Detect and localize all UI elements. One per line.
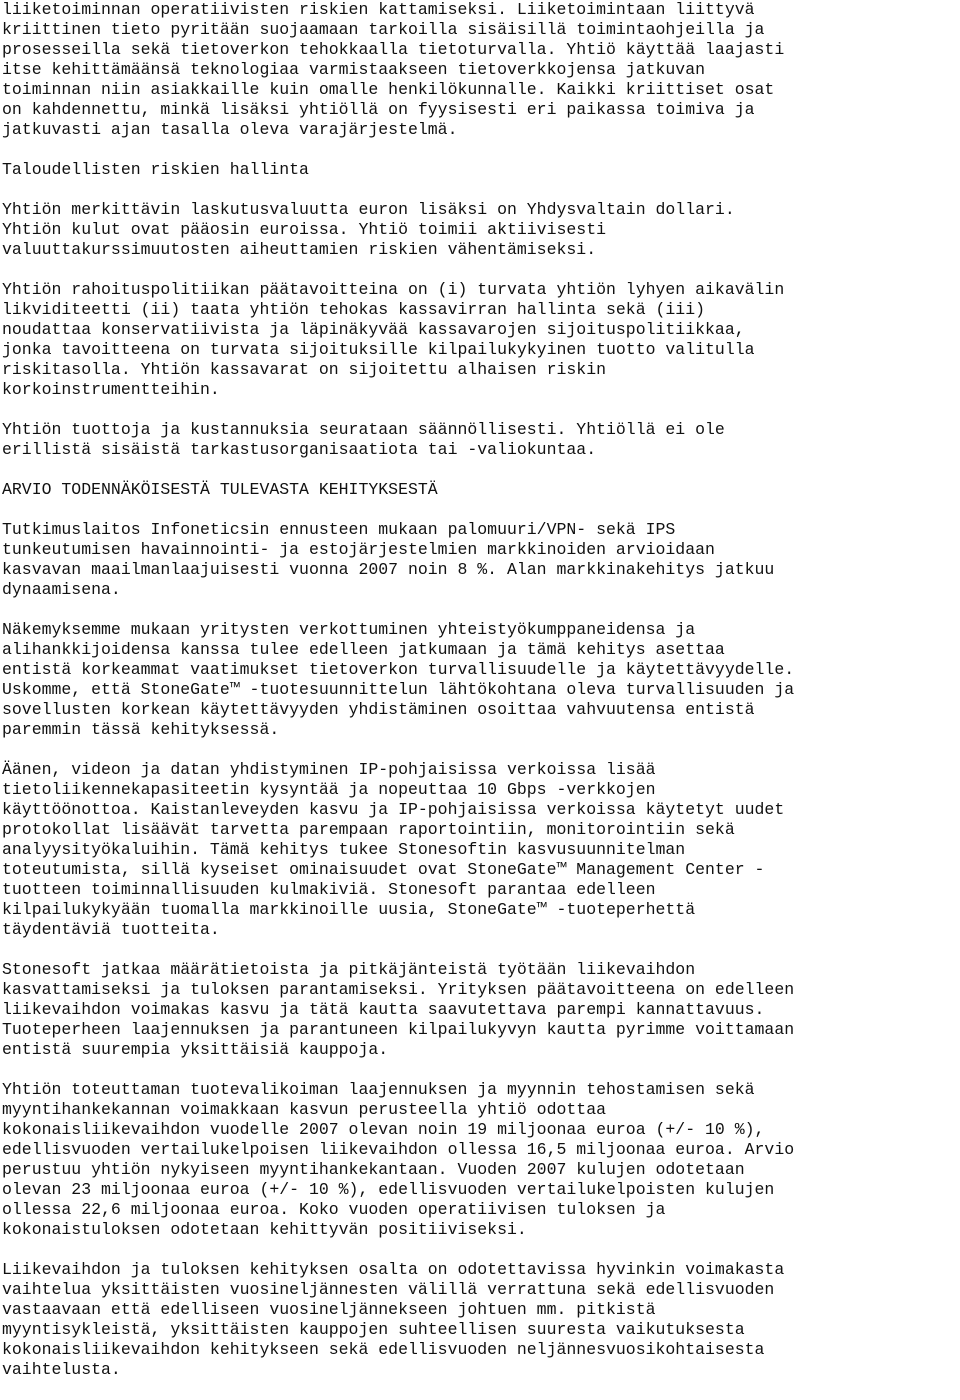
paragraph-networking: Näkemyksemme mukaan yritysten verkottuminen yhteistyökumppaneidensa ja alihankkijoidensa kanssa tulee edelleen jatkumaan ja tämä kehitys asettaa entistä korkeammat vaatimukset tietoverkon turvallisuudelle ja käytettävyydelle. Uskomme, että StoneGate™ -tuotesuunnittelun lähtökohtana oleva turvallisuuden ja sovellusten korkean käytettävyyden yhdistäminen osoittaa vahvuutensa entistä paremmin tässä kehityksessä. [2,620,795,739]
heading-outlook: ARVIO TODENNÄKÖISESTÄ TULEVASTA KEHITYKSESTÄ [2,480,438,499]
paragraph-market-forecast: Tutkimuslaitos Infoneticsin ennusteen mukaan palomuuri/VPN- sekä IPS tunkeutumisen havainnointi- ja estojärjestelmien markkinoiden arvioidaan kasvavan maailmanlaajuisesti vuonna 2007 noin 8 %. Alan markkinakehitys jatkuu dynaamisena. [2,520,775,599]
paragraph-internal-audit: Yhtiön tuottoja ja kustannuksia seurataan säännöllisesti. Yhtiöllä ei ole erillistä sisäistä tarkastusorganisaatiota tai -valiokuntaa. [2,420,725,459]
paragraph-operational-risk: liiketoiminnan operatiivisten riskien kattamiseksi. Liiketoimintaan liittyvä kriittinen tieto pyritään suojaamaan tarkoilla sisäisillä toimintaohjeilla ja prosesseilla sekä tietoverkon tehokkaalla tietoturvalla. Yhtiö käyttää laajasti itse kehittämäänsä teknologiaa varmistaakseen tietoverkkojensa jatkuvan toiminnan niin asiakkaille kuin omalle henkilökunnalle. Kaikki kriittiset osat on kahdennettu, minkä lisäksi yhtiöllä on fyysisesti eri paikassa toimiva ja jatkuvasti ajan tasalla oleva varajärjestelmä. [2,0,785,139]
paragraph-quarterly-variation: Liikevaihdon ja tuloksen kehityksen osalta on odotettavissa hyvinkin voimakasta vaihtelua yksittäisten vuosineljännesten välillä verrattuna sekä edellisvuoden vastaavaan että edelliseen vuosineljännekseen johtuen mm. pitkistä myyntisykleistä, yksittäisten kauppojen suhteellisen suuresta vaikutuksesta kokonaisliikevaihdon kehitykseen sekä edellisvuoden neljännesvuosikohtaisesta vaihtelusta. [2,1260,785,1379]
paragraph-currency: Yhtiön merkittävin laskutusvaluutta euron lisäksi on Yhdysvaltain dollari. Yhtiön kulut ovat pääosin euroissa. Yhtiö toimii aktiivisesti valuuttakurssimuutosten aiheuttamien riskien vähentämiseksi. [2,200,735,259]
document-page [2,0,958,1400]
paragraph-ip-convergence: Äänen, videon ja datan yhdistyminen IP-pohjaisissa verkoissa lisää tietoliikennekapasiteetin kysyntää ja nopeuttaa 10 Gbps -verkkojen käyttöönottoa. Kaistanleveyden kasvu ja IP-pohjaisissa verkoissa käytetyt uudet protokollat lisäävät tarvetta parempaan raportointiin, monitorointiin sekä analyysityökaluihin. Tämä kehitys tukee Stonesoftin kasvusuunnitelman toteutumista, sillä kyseiset ominaisuudet ovat StoneGate™ Management Center - tuotteen toiminnallisuuden kulmakiviä. Stonesoft parantaa edelleen kilpailukykyään tuomalla markkinoille uusia, StoneGate™ -tuoteperhettä täydentäviä tuotteita. [2,760,785,939]
paragraph-guidance: Yhtiön toteuttaman tuotevalikoiman laajennuksen ja myynnin tehostamisen sekä myyntihankekannan voimakkaan kasvun perusteella yhtiö odottaa kokonaisliikevaihdon vuodelle 2007 olevan noin 19 miljoonaa euroa (+/- 10 %), edellisvuoden vertailukelpoisen liikevaihdon ollessa 16,5 miljoonaa euroa. Arvio perustuu yhtiön nykyiseen myyntihankekantaan. Vuoden 2007 kulujen odotetaan olevan 23 miljoonaa euroa (+/- 10 %), edellisvuoden vertailukelpoisten kulujen ollessa 22,6 miljoonaa euroa. Koko vuoden operatiivisen tuloksen ja kokonaistuloksen odotetaan kehittyvän positiiviseksi. [2,1080,795,1239]
paragraph-funding-policy: Yhtiön rahoituspolitiikan päätavoitteina on (i) turvata yhtiön lyhyen aikavälin likviditeetti (ii) taata yhtiön tehokas kassavirran hallinta sekä (iii) noudattaa konservatiivista ja läpinäkyvää kassavarojen sijoituspolitiikkaa, jonka tavoitteena on turvata sijoituksille kilpailukykyinen tuotto valitulla riskitasolla. Yhtiön kassavarat on sijoitettu alhaisen riskin korkoinstrumentteihin. [2,280,785,399]
paragraph-growth-goals: Stonesoft jatkaa määrätietoista ja pitkäjänteistä työtään liikevaihdon kasvattamiseksi ja tuloksen parantamiseksi. Yrityksen päätavoitteena on edelleen liikevaihdon voimakas kasvu ja tätä kautta saavutettava parempi kannattavuus. Tuoteperheen laajennuksen ja parantuneen kilpailukyvyn kautta pyrimme voittamaan entistä suurempia yksittäisiä kauppoja. [2,960,795,1059]
heading-financial-risk: Taloudellisten riskien hallinta [2,160,309,179]
